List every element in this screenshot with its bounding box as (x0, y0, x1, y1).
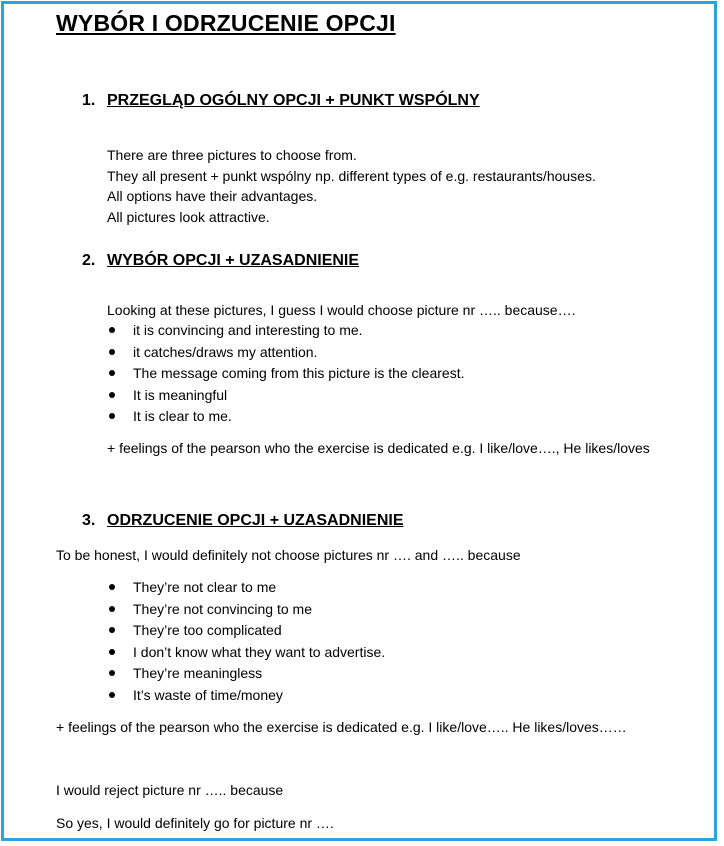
section-1-line: They all present + punkt wspólny np. different types of e.g. restaurants/houses. (107, 167, 596, 184)
section-2-intro: Looking at these pictures, I guess I would choose picture nr ….. because…. (107, 302, 576, 318)
list-item: it catches/draws my attention. (107, 342, 464, 364)
section-2-number: 2. (82, 252, 96, 269)
bullet-icon (109, 370, 115, 376)
bullet-icon (109, 692, 115, 698)
list-item: I don’t know what they want to advertise. (107, 642, 385, 664)
conclusion-sentence: So yes, I would definitely go for picture nr …. (56, 815, 334, 831)
section-2-bullet-list (107, 320, 464, 428)
list-item: It is meaningful (107, 385, 464, 407)
bullet-icon (109, 413, 115, 419)
section-3-bullet-list (107, 577, 385, 706)
section-1-number: 1. (82, 92, 96, 109)
bullet-icon (109, 670, 115, 676)
list-item: It is clear to me. (107, 406, 464, 428)
reject-sentence: I would reject picture nr ….. because (56, 782, 284, 798)
list-item: It’s waste of time/money (107, 685, 385, 707)
bullet-icon (109, 327, 115, 333)
list-item: They’re too complicated (107, 620, 385, 642)
bullet-icon (109, 627, 115, 633)
list-item: They’re not clear to me (107, 577, 385, 599)
section-1-line: All options have their advantages. (107, 188, 318, 204)
document-title: WYBÓR I ODRZUCENIE OPCJI (56, 10, 396, 36)
list-item: They’re meaningless (107, 663, 385, 685)
bullet-icon (109, 349, 115, 355)
list-item: The message coming from this picture is the clearest. (107, 363, 464, 385)
bullet-icon (109, 584, 115, 590)
section-3-heading (82, 512, 403, 530)
bullet-icon (109, 392, 115, 398)
section-1-line: All pictures look attractive. (107, 208, 270, 225)
section-1-line: There are three pictures to choose from. (107, 147, 357, 163)
section-3-intro: To be honest, I would definitely not choose pictures nr …. and ….. because (56, 547, 521, 563)
section-3-title: ODRZUCENIE OPCJI + UZASADNIENIE (107, 512, 404, 529)
list-item: They’re not convincing to me (107, 599, 385, 621)
section-2-title: WYBÓR OPCJI + UZASADNIENIE (107, 252, 360, 269)
section-2-feelings: + feelings of the pearson who the exercise is dedicated e.g. I like/love…., He likes/loves (107, 440, 650, 456)
section-2-heading (82, 252, 359, 270)
bullet-icon (109, 649, 115, 655)
section-1-heading (82, 92, 480, 110)
section-1-paragraph (107, 145, 596, 227)
bullet-icon (109, 606, 115, 612)
section-3-feelings: + feelings of the pearson who the exercise is dedicated e.g. I like/love….. He likes/loves…… (56, 719, 627, 735)
section-3-number: 3. (82, 512, 96, 529)
list-item: it is convincing and interesting to me. (107, 320, 464, 342)
section-1-title: PRZEGLĄD OGÓLNY OPCJI + PUNKT WSPÓLNY (107, 92, 480, 109)
